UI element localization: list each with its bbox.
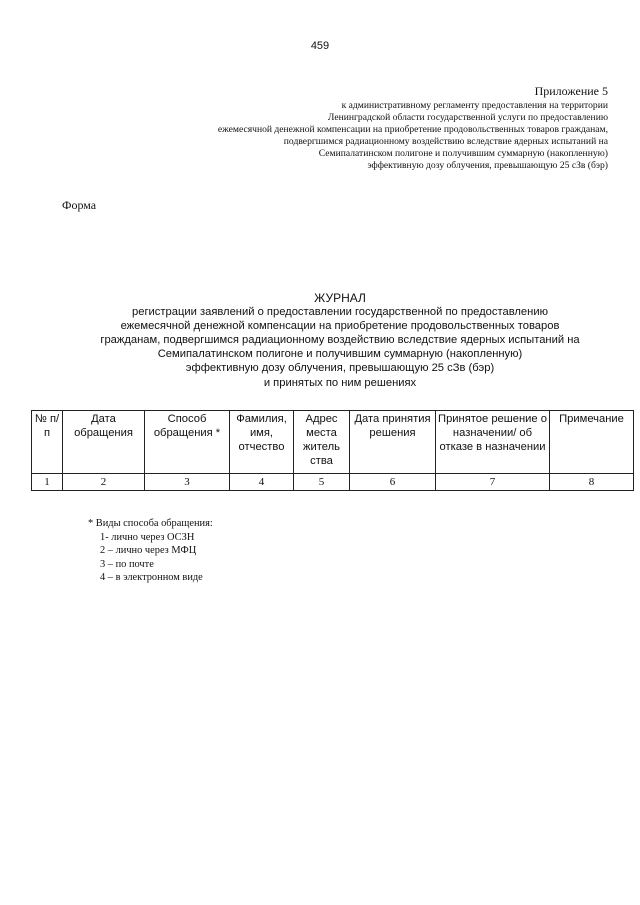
header-request-date: Дата обращения (63, 411, 145, 474)
appendix-line: подвергшимся радиационному воздействию вследствие ядерных испытаний на (283, 136, 608, 147)
column-number-cell: 3 (145, 474, 230, 491)
appendix-block (168, 84, 608, 172)
journal-line: гражданам, подвергшимся радиационному воздействию вследствие ядерных испытаний на (100, 334, 580, 347)
column-number-cell: 8 (550, 474, 634, 491)
journal-line: эффективную дозу облучения, превышающую 25 сЗв (бэр) (185, 362, 495, 375)
column-number-cell: 2 (63, 474, 145, 491)
journal-table (31, 410, 634, 491)
journal-line: регистрации заявлений о предоставлении государственной по предоставлению (132, 306, 548, 319)
form-label: Форма (62, 198, 97, 212)
journal-heading (70, 291, 610, 390)
journal-line: Семипалатинском полигоне и получившим суммарную (накопленную) (157, 348, 523, 361)
appendix-line: эффективную дозу облучения, превышающую 25 сЗв (бэр) (367, 160, 608, 171)
appendix-line: ежемесячной денежной компенсации на приобретение продовольственных товаров гражданам, (217, 124, 608, 135)
journal-line: ежемесячной денежной компенсации на приобретение продовольственных товаров (120, 320, 560, 333)
header-note: Примечание (550, 411, 634, 474)
table-header-row (32, 411, 634, 474)
header-full-name: Фамилия, имя, отчество (230, 411, 294, 474)
journal-title: ЖУРНАЛ (314, 291, 366, 305)
header-number: № п/п (32, 411, 63, 474)
table-row (32, 474, 634, 491)
header-decision-date: Дата принятия решения (350, 411, 436, 474)
appendix-line: к административному регламенту предоставления на территории (341, 100, 608, 111)
appendix-title: Приложение 5 (534, 84, 608, 98)
footnote-title: * Виды способа обращения: (88, 518, 213, 529)
header-request-method: Способ обращения * (145, 411, 230, 474)
header-address: Адрес места житель ства (294, 411, 350, 474)
column-number-cell: 1 (32, 474, 63, 491)
appendix-line: Ленинградской области государственной услуги по предоставлению (327, 112, 608, 123)
journal-line: и принятых по ним решениях (263, 376, 417, 389)
page-number: 459 (310, 40, 330, 52)
footnote-item: 3 – по почте (100, 558, 154, 570)
footnote-item: 4 – в электронном виде (100, 572, 203, 584)
header-decision: Принятое решение о назначении/ об отказе в назначении (436, 411, 550, 474)
footnote (88, 517, 213, 585)
column-number-cell: 6 (350, 474, 436, 491)
column-number-cell: 5 (294, 474, 350, 491)
column-number-cell: 4 (230, 474, 294, 491)
column-number-cell: 7 (436, 474, 550, 491)
footnote-item: 2 – лично через МФЦ (100, 545, 197, 557)
appendix-line: Семипалатинском полигоне и получившим суммарную (накопленную) (318, 148, 608, 159)
footnote-item: 1- лично через ОСЗН (100, 531, 195, 543)
